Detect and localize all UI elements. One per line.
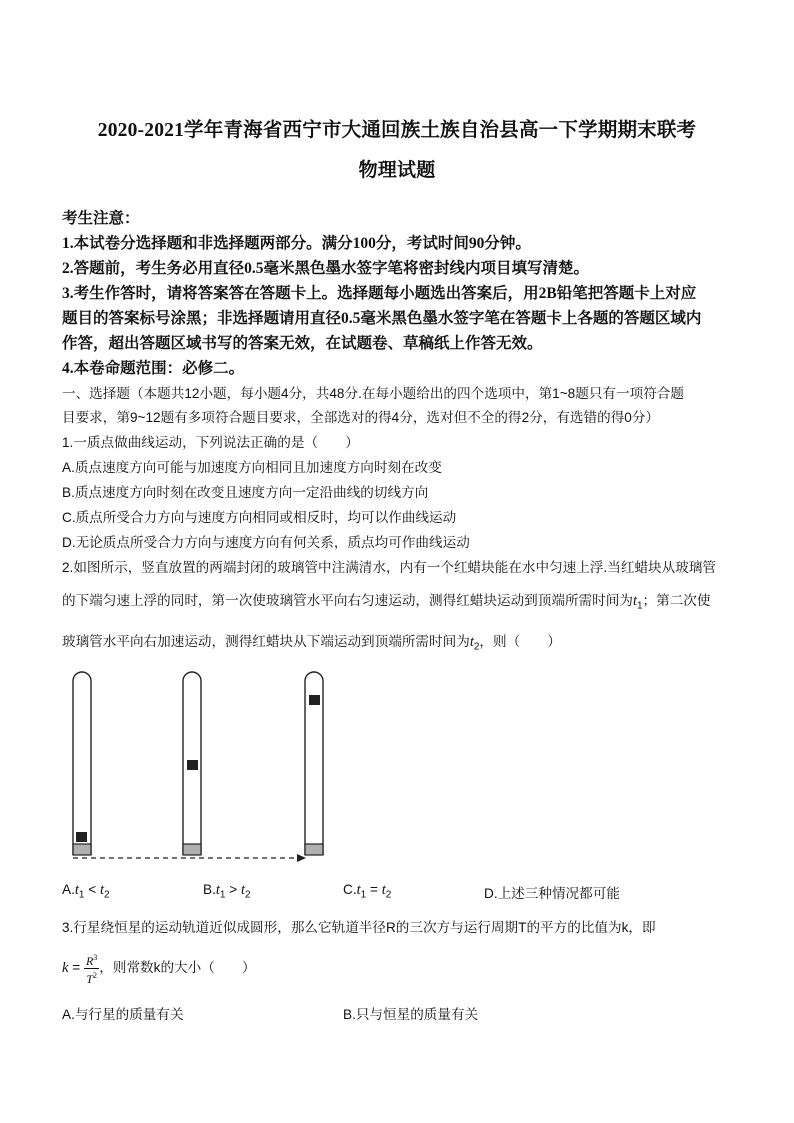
q2-option-b: $B.t_1 > t_2$ [203,882,251,901]
q2-line-1: 2.如图所示，竖直放置的两端封闭的玻璃管中注满清水，内有一个红蜡块能在水中匀速上浮.当红蜡块从玻璃管 [62,560,717,575]
notice-line-2: 2.答题前，考生务必用直径0.5毫米黑色墨水签字笔将密封线内项目填写清楚。 [62,260,590,277]
section-intro-line-1: 一、选择题（本题共12小题，每小题4分，共48分.在每小题给出的四个选项中，第1~8题只有一项符合题 [62,386,684,401]
q1-option-b: B.质点速度方向时刻在改变且速度方向一定沿曲线的切线方向 [62,485,429,500]
q2-option-a: $A.t_1 < t_2$ [62,882,110,901]
q1-stem: 1.一质点做曲线运动，下列说法正确的是（ ） [62,435,359,450]
q3-option-b: B.只与恒星的质量有关 [343,1007,479,1022]
q3-line-1: 3.行星绕恒星的运动轨道近似成圆形，那么它轨道半径R的三次方与运行周期T的平方的比值为k，即 [62,920,656,935]
q3-option-a: A.与行星的质量有关 [62,1007,184,1022]
notice-line-3: 3.考生作答时，请将答案答在答题卡上。选择题每小题选出答案后，用2B铅笔把答题卡上对应 [62,285,697,302]
q1-option-c: C.质点所受合力方向与速度方向相同或相反时，均可以作曲线运动 [62,510,457,525]
red-wax-block-1 [76,832,87,842]
q1-option-d: D.无论质点所受合力方向与速度方向有何关系，质点均可作曲线运动 [62,535,470,550]
exam-subtitle: 物理试题 [358,160,436,181]
notice-line-1: 1.本试卷分选择题和非选择题两部分。满分100分，考试时间90分钟。 [62,235,531,252]
q1-option-a: A.质点速度方向可能与加速度方向相同且加速度方向时刻在改变 [62,460,442,475]
glass-tube-1 [73,672,91,855]
red-wax-block-3 [309,695,320,705]
notice-line-4: 题目的答案标号涂黑；非选择题请用直径0.5毫米黑色墨水签字笔在答题卡上各题的答题区域内 [62,310,702,327]
q2-line-3: 玻璃管水平向右加速运动，测得红蜡块从下端运动到顶端所需时间为$t_2$，则（ ） [62,634,561,653]
q2-line-2: 的下端匀速上浮的同时，第一次使玻璃管水平向右匀速运动，测得红蜡块运动到顶端所需时间为$t_1$；第二次使 [62,593,711,612]
notice-line-6: 4.本卷命题范围：必修二。 [62,360,245,377]
red-wax-block-2 [187,760,198,770]
q3-fraction: $\frac{R^3}{T^2}$ [85,952,98,986]
q3-formula-line: k = $\frac{R^3}{T^2}$ ，则常数k的大小（ ） [62,952,256,986]
q2-option-d: D.上述三种情况都可能 [484,886,620,901]
notice-line-5: 作答，超出答题区域书写的答案无效，在试题卷、草稿纸上作答无效。 [62,335,543,352]
exam-title: 2020-2021学年青海省西宁市大通回族土族自治县高一下学期期末联考 [97,120,697,141]
q2-option-c: $C.t_1 = t_2$ [343,882,392,901]
notice-heading: 考生注意： [62,210,140,227]
section-intro-line-2: 目要求，第9~12题有多项符合题目要求，全部选对的得4分，选对但不全的得2分，有选错的得0分） [62,410,660,425]
